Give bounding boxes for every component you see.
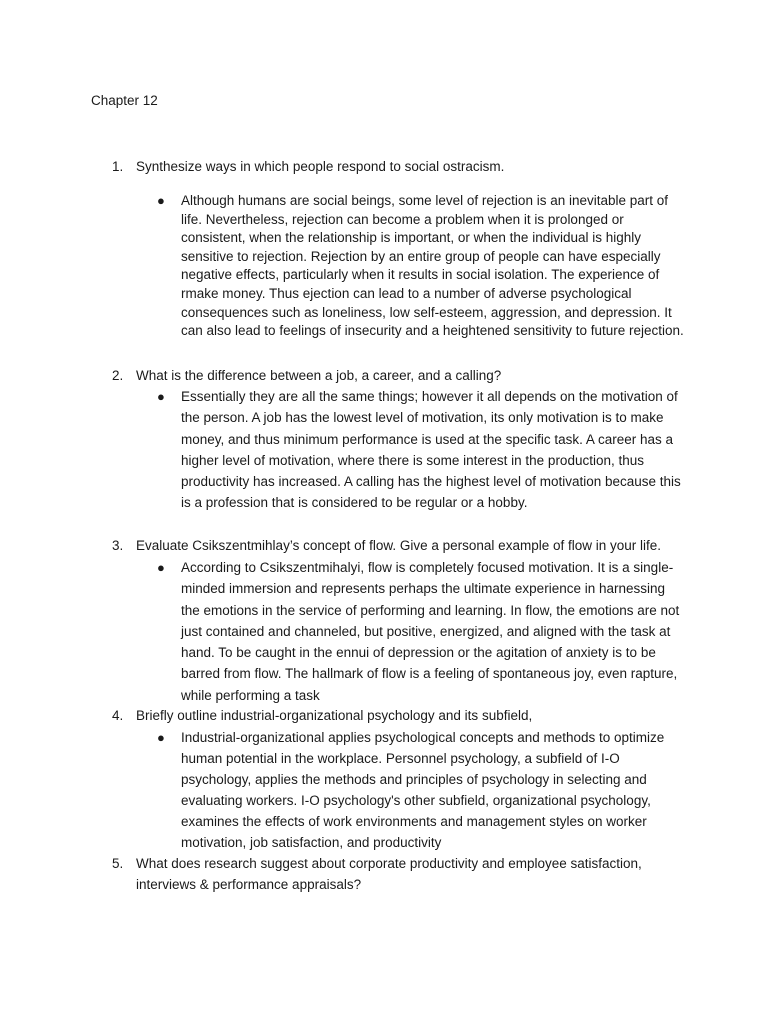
bullet-icon: ●: [157, 560, 165, 575]
answer-text: According to Csikszentmihalyi, flow is completely focused motivation. It is a single-minded immersion and represents perhaps the ultimate experience in harnessing the emotions in the service of performing and learning. In flow, the emotions are not just contained and channeled, but positive, energized, and aligned with the task at hand. To be caught in the ennui of depression or the agitation of anxiety is to be barred from flow. The hallmark of flow is a feeling of spontaneous joy, even rapture, while performing a task: [181, 560, 680, 703]
question-number: 3.: [112, 538, 124, 553]
answer-4: [157, 727, 687, 854]
question-text: Briefly outline industrial-organizational psychology and its subfield,: [136, 708, 533, 723]
chapter-heading: Chapter 12: [91, 93, 158, 108]
question-number: 2.: [112, 368, 124, 383]
question-1: [112, 156, 672, 177]
answer-text: Essentially they are all the same things; however it all depends on the motivation of the person. A job has the lowest level of motivation, its only motivation is to make money, and thus minimum performance is used at the specific task. A career has a higher level of motivation, where there is some interest in the production, thus productivity has increased. A calling has the highest level of motivation because this is a profession that is considered to be regular or a hobby.: [181, 389, 681, 511]
question-number: 4.: [112, 708, 124, 723]
question-4: [112, 705, 672, 726]
answer-1: [157, 192, 687, 341]
question-text: What does research suggest about corporate productivity and employee satisfaction, interviews & performance appraisals?: [136, 856, 642, 892]
question-text: What is the difference between a job, a career, and a calling?: [136, 368, 502, 383]
question-3: [112, 535, 672, 556]
answer-text: Although humans are social beings, some level of rejection is an inevitable part of life. Nevertheless, rejection can become a problem when it is prolonged or consistent, when the relationship is important, or when the individual is highly sensitive to rejection. Rejection by an entire group of people can have especially negative effects, particularly when it results in social isolation. The experience of rmake money. Thus ejection can lead to a number of adverse psychological consequences such as loneliness, low self-esteem, aggression, and depression. It can also lead to feelings of insecurity and a heightened sensitivity to future rejection.: [181, 193, 684, 339]
answer-3: [157, 557, 687, 706]
question-number: 5.: [112, 856, 124, 871]
bullet-icon: ●: [157, 730, 165, 745]
question-5: [112, 853, 672, 895]
question-text: Synthesize ways in which people respond to social ostracism.: [136, 159, 505, 174]
question-text: Evaluate Csikszentmihlay’s concept of flow. Give a personal example of flow in your life.: [136, 538, 662, 553]
bullet-icon: ●: [157, 193, 165, 208]
answer-text: Industrial-organizational applies psychological concepts and methods to optimize human potential in the workplace. Personnel psychology, a subfield of I-O psychology, applies the methods and principles of psychology in selecting and evaluating workers. I-O psychology's other subfield, organizational psychology, examines the effects of work environments and management styles on worker motivation, job satisfaction, and productivity: [181, 730, 665, 851]
question-number: 1.: [112, 159, 124, 174]
answer-2: [157, 386, 687, 514]
question-2: [112, 365, 672, 386]
bullet-icon: ●: [157, 389, 165, 404]
